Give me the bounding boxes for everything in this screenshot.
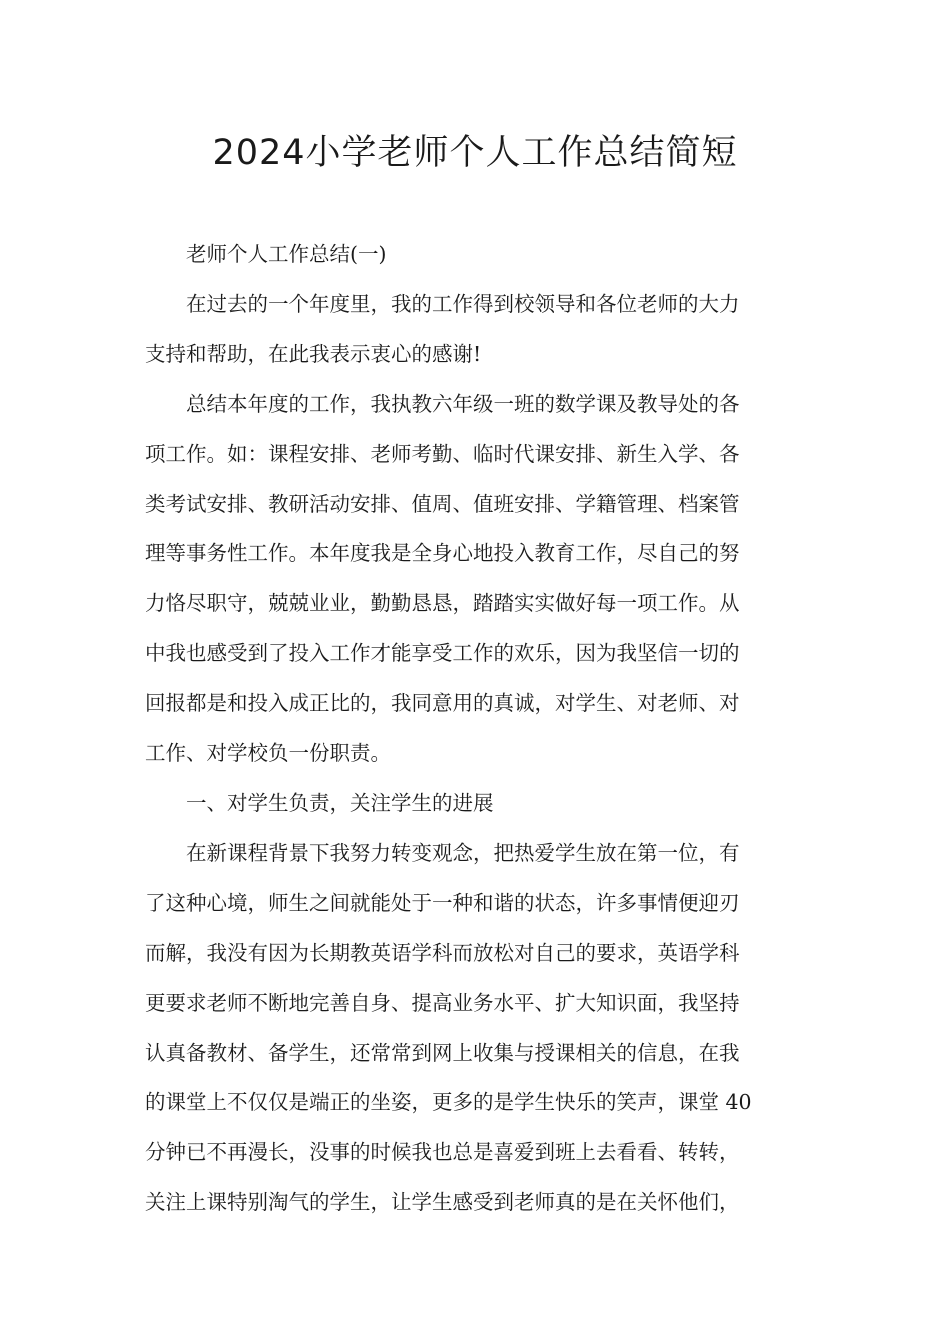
text-line: 认真备教材、备学生，还常常到网上收集与授课相关的信息，在我 [145,1040,740,1065]
text-line: 关注上课特别淘气的学生，让学生感受到老师真的是在关怀他们， [145,1190,740,1215]
text-line: 支持和帮助，在此我表示衷心的感谢! [145,341,482,366]
text-line: 在新课程背景下我努力转变观念，把热爱学生放在第一位，有 [186,840,740,865]
paragraph-intro [145,280,807,380]
text-line: 总结本年度的工作，我执教六年级一班的数学课及教导处的各 [186,391,740,416]
text-line: 中我也感受到了投入工作才能享受工作的欢乐，因为我坚信一切的 [145,641,740,666]
text-line: 的课堂上不仅仅是端正的坐姿，更多的是学生快乐的笑声，课堂 40 [145,1090,752,1115]
paragraph-section-heading-1 [145,779,807,829]
text-line: 老师个人工作总结(一) [186,242,387,266]
text-line: 项工作。如：课程安排、老师考勤、临时代课安排、新生入学、各 [145,441,740,466]
text-line: 更要求老师不断地完善自身、提高业务水平、扩大知识面，我坚持 [145,990,740,1015]
text-line: 了这种心境，师生之间就能处于一种和谐的状态，许多事情便迎刃 [145,890,740,915]
paragraph-heading-1 [145,230,807,280]
document-body [145,230,807,1228]
text-line: 回报都是和投入成正比的，我同意用的真诚，对学生、对老师、对 [145,691,740,716]
text-line: 分钟已不再漫长，没事的时候我也总是喜爱到班上去看看、转转， [145,1140,740,1165]
text-line: 而解，我没有因为长期教英语学科而放松对自己的要求，英语学科 [145,940,740,965]
text-line: 在过去的一个年度里，我的工作得到校领导和各位老师的大力 [186,291,740,316]
text-line: 力恪尽职守，兢兢业业，勤勤恳恳，踏踏实实做好每一项工作。从 [145,591,740,616]
paragraph-section-1-body [145,829,807,1228]
text-line: 工作、对学校负一份职责。 [145,741,391,766]
text-line: 一、对学生负责，关注学生的进展 [186,790,494,815]
text-line: 类考试安排、教研活动安排、值周、值班安排、学籍管理、档案管 [145,491,740,516]
text-line: 理等事务性工作。本年度我是全身心地投入教育工作，尽自己的努 [145,541,740,566]
paragraph-summary [145,380,807,779]
document-title: 2024小学老师个人工作总结简短 [212,133,738,173]
